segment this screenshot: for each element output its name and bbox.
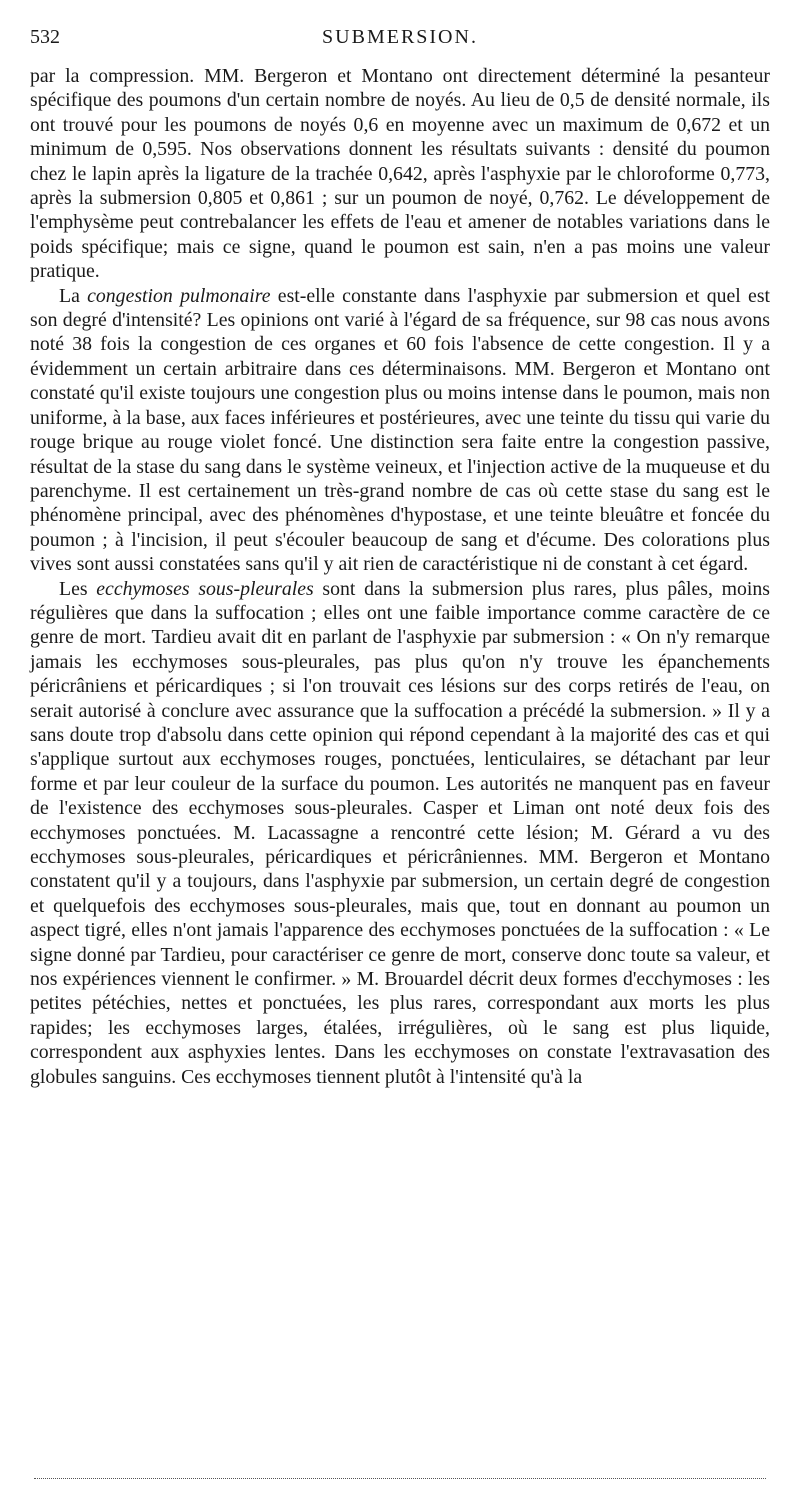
running-title: SUBMERSION. [322, 26, 478, 48]
paragraph-congestion [30, 284, 770, 577]
text-run: est-elle constante dans l'asphyxie par submersion et quel est son degré d'intensité? Les opinions ont varié à l'égard de sa fréquence, sur 98 cas nous avons noté 38 fois la congestion de ces organes et 60 fois l'absence de cette congestion. Il y a évidemment un certain arbitraire dans ces déterminaisons. MM. Bergeron et Montano ont constaté qu'il existe toujours une congestion plus ou moins intense dans le poumon, mais non uniforme, à la base, aux faces inférieures et postérieures, avec une teinte du tissu qui varie du rouge brique au rouge violet foncé. Une distinction sera faite entre la congestion passive, résultat de la stase du sang dans le système veineux, et l'injection active de la muqueuse et du parenchyme. Il est certainement un très-grand nombre de cas où cette stase du sang est le phénomène principal, avec des phénomènes d'hypostase, et une teinte bleuâtre et foncée du poumon ; à l'incision, il peut s'écouler beaucoup de sang et d'écume. Des colorations plus vives sont aussi constatées sans qu'il y ait rien de caractéristique ni de constant à cet égard. [30, 284, 771, 576]
paragraph-ecchymoses [30, 577, 770, 1090]
italic-term: congestion pulmonaire [87, 284, 271, 307]
document-page [30, 26, 770, 1089]
body-text [30, 64, 770, 1089]
text-run: La [59, 284, 88, 307]
text-run: sont dans la submersion plus rares, plus pâles, moins régulières que dans la suffocation ; elles ont une faible importance comme caractère de ce genre de mort. Tardieu avait dit en parlant de l'asphyxie par submersion : « On n'y remarque jamais les ecchymoses sous-pleurales, pas plus qu'on n'y trouve les épanchements péricrâniens et péricardiques ; si l'on trouvait ces lésions sur des corps retirés de l'eau, on serait autorisé à conclure avec assurance que la suffocation a précédé la submersion. » Il y a sans doute trop d'absolu dans cette opinion qui répond cependant à la majorité des cas et qui s'applique surtout aux ecchymoses rouges, ponctuées, lenticulaires, se détachant par leur forme et par leur couleur de la surface du poumon. Les autorités ne manquent pas en faveur de l'existence des ecchymoses sous-pleurales. Casper et Liman ont noté deux fois des ecchymoses ponctuées. M. Lacassagne a rencontré cette lésion; M. Gérard a vu des ecchymoses sous-pleurales, péricardiques et péricrâniennes. MM. Bergeron et Montano constatent qu'il y a toujours, dans l'asphyxie par submersion, un certain degré de congestion et quelquefois des ecchymoses sous-pleurales, mais que, tout en donnant au poumon un aspect tigré, elles n'ont jamais l'apparence des ecchymoses ponctuées de la suffocation : « Le signe donné par Tardieu, pour caractériser ce genre de mort, conserve donc toute sa valeur, et nos expériences viennent le confirmer. » M. Brouardel décrit deux formes d'ecchymoses : les petites pétéchies, nettes et ponctuées, les plus rares, correspondant aux morts les plus rapides; les ecchymoses larges, étalées, irrégulières, où le sang est plus liquide, correspondent aux asphyxies lentes. Dans les ecchymoses on constate l'extravasation des globules sanguins. Ces ecchymoses tiennent plutôt à l'intensité qu'à la [30, 577, 770, 1088]
footer-rule [34, 1478, 766, 1479]
italic-term: ecchymoses sous-pleurales [96, 577, 314, 600]
page-number: 532 [30, 26, 60, 48]
page-header [30, 26, 770, 56]
text-run: Les [59, 577, 97, 600]
text-run: par la compression. MM. Bergeron et Montano ont directement déterminé la pesanteur spécifique des poumons d'un certain nombre de noyés. Au lieu de 0,5 de densité normale, ils ont trouvé pour les poumons de noyés 0,6 en moyenne avec un maximum de 0,672 et un minimum de 0,595. Nos observations donnent les résultats suivants : densité du poumon chez le lapin après la ligature de la trachée 0,642, après l'asphyxie par le chloroforme 0,773, après la submersion 0,805 et 0,861 ; sur un poumon de noyé, 0,762. Le développement de l'emphysème peut contrebalancer les effets de l'eau et amener de notables variations dans le poids spécifique; mais ce signe, quand le poumon est sain, n'en a pas moins une valeur pratique. [30, 65, 770, 283]
paragraph-density [30, 64, 770, 284]
